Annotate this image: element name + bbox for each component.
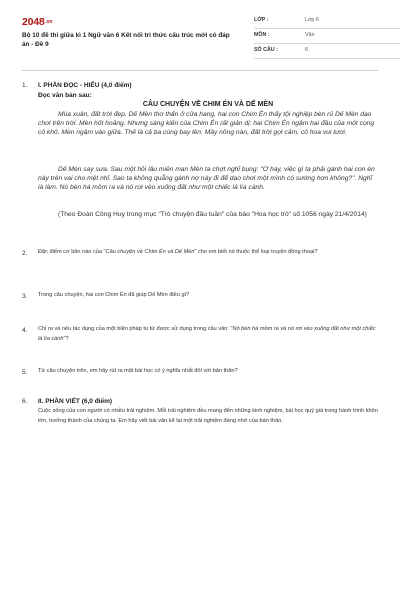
header-divider <box>22 70 378 71</box>
question-text: Từ câu chuyện trên, em hãy rút ra một bài học có ý nghĩa nhất đối với bản thân? <box>38 368 238 374</box>
story-paragraph-1: Mùa xuân, đất trời đẹp. Dế Mèn thơ thẩn ở cửa hang, hai con Chim Én thấy tội nghiệp bèn rủ Dế Mèn dạo chơi trên trời. Mèn hốt hoảng. Nhưng sáng kiến của Chim Én rất giản dị: hai Chim Én ngậm hai đầu của một cọng cỏ khô. Mèn ngậm vào giữa. Thế là cả ba cùng bay lên. Mây nồng nàn, đất trời gợi cảm, cỏ hoa vui tươi. <box>38 111 375 136</box>
question-2 <box>38 248 378 258</box>
story-title: CÂU CHUYỆN VỀ CHIM ÉN VÀ DẾ MÈN <box>142 101 274 108</box>
item-number: 1. <box>22 82 28 89</box>
question-text: Đặc điểm cơ bản nào của " <box>38 249 106 255</box>
question-text: Chỉ ra và nêu tác dụng của một biện pháp tu từ được sử dụng trong câu văn: " <box>38 326 233 332</box>
item-number: 5. <box>22 369 28 376</box>
question-quote: Nó bèn há mồm ra và nó rơi vèo xuống đất như một chiếc lá lìa cành <box>38 326 376 342</box>
meta-key: SỐ CÂU : <box>254 47 278 53</box>
logo-suffix: .vn <box>45 19 53 25</box>
meta-value: Văn <box>305 32 315 38</box>
question-5 <box>38 367 378 377</box>
meta-key: MÔN : <box>254 32 270 38</box>
story-paragraph-2: Dế Mèn say sưa. Sau một hồi lâu miên man Mèn ta chợt nghĩ bụng: "Ơ hay, việc gì ta phải gánh hai con én này trên vai cho mệt nhỉ. Sao ta không quẳng gánh nợ này đi để dạo chơi một mình có sướng hơn không?". Nghĩ là làm. Nó bèn há mồm ra và nó rơi vèo xuống đất như một chiếc lá lìa cành. <box>38 166 375 191</box>
meta-value: Lớp 6 <box>305 17 319 23</box>
item-number: 2. <box>22 250 28 257</box>
item-number: 6. <box>22 398 28 405</box>
section-heading-reading: I. PHẦN ĐỌC - HIỂU (4,0 điểm) <box>38 82 132 89</box>
reading-intro: Đọc văn bản sau: <box>38 92 92 99</box>
meta-row-question-count <box>254 44 400 59</box>
question-4 <box>38 325 378 344</box>
document-header <box>22 14 382 62</box>
section-heading-writing: II. PHẦN VIẾT (6,0 điểm) <box>38 398 113 405</box>
story-source: (Theo Đoàn Công Huy trong mục "Trò chuyện đầu tuần" của báo "Hoa học trò" số 1056 ngày 21/4/2014) <box>58 211 367 218</box>
meta-value: 6 <box>305 47 308 53</box>
document-title: Bộ 10 đề thi giữa kì 1 Ngữ văn 6 Kết nối tri thức cấu trúc mới có đáp án - Đề 9 <box>22 32 230 48</box>
logo-text: 2048 <box>22 16 45 28</box>
meta-key: LỚP : <box>254 17 269 23</box>
question-text: " cho em biết nó thuộc thể loại truyện đồng thoại? <box>194 249 318 255</box>
writing-prompt: Cuộc sống của con người có nhiều trải nghiệm. Mỗi trải nghiệm đều mang đến những kinh nghiệm, bài học quý giá trong hành trình khôn lớn, trưởng thành của chúng ta. Em hãy viết bài văn kể lại một trải nghiệm đáng nhớ của bản thân. <box>38 408 378 424</box>
question-quote: Câu chuyện về Chim Én và Dế Mèn <box>105 249 195 255</box>
meta-row-grade <box>254 14 400 29</box>
item-number: 3. <box>22 293 28 300</box>
site-logo[interactable] <box>22 16 52 28</box>
question-text: Trong câu chuyện, hai con Chim Én đã giúp Dế Mèn điều gì? <box>38 292 190 298</box>
question-text: "? <box>63 335 69 342</box>
meta-table <box>254 14 400 59</box>
meta-row-subject <box>254 29 400 44</box>
question-3 <box>38 291 378 301</box>
item-number: 4. <box>22 327 28 334</box>
